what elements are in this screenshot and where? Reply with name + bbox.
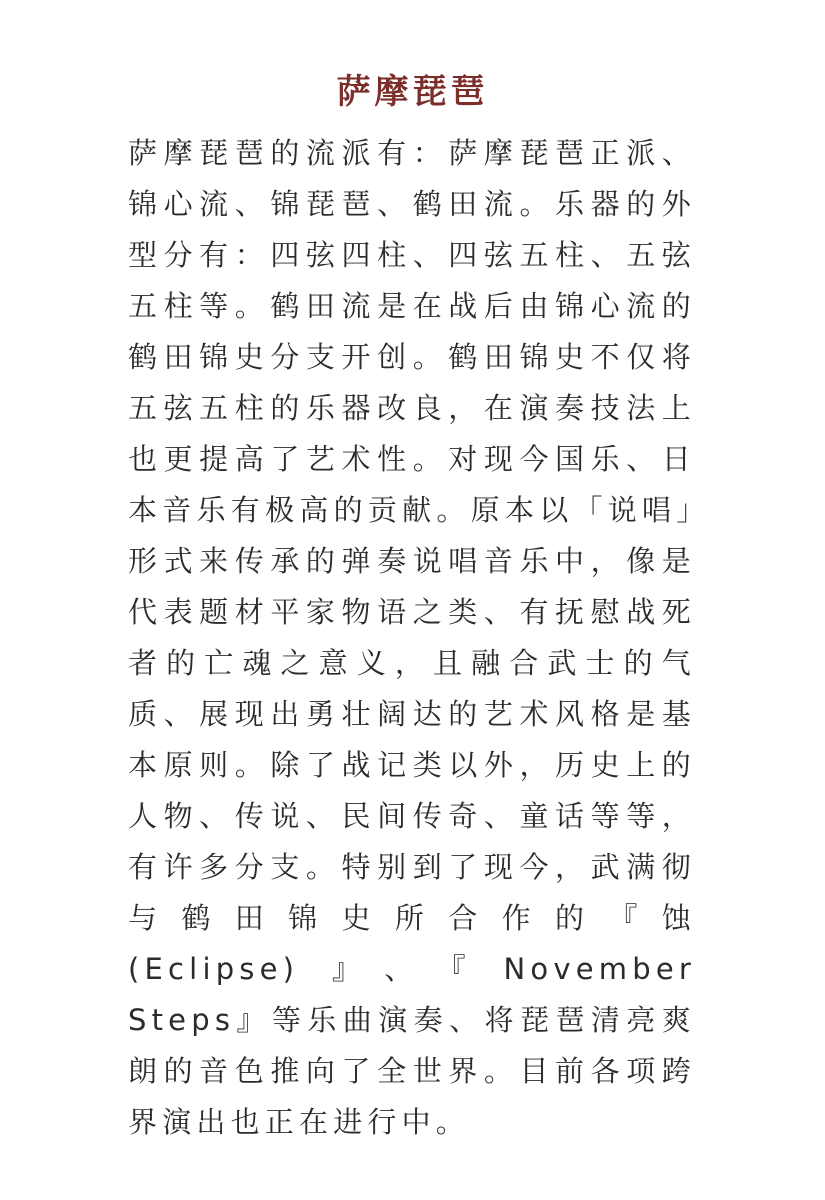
article-title: 萨摩琵琶 [336, 71, 489, 112]
article-body: 萨摩琵琶的流派有：萨摩琵琶正派、锦心流、锦琵琶、鹤田流。乐器的外型分有：四弦四柱、四弦五柱、五弦五柱等。鹤田流是在战后由锦心流的鹤田锦史分支开创。鹤田锦史不仅将五弦五柱的乐器改良，在演奏技法上也更提高了艺术性。对现今国乐、日本音乐有极高的贡献。原本以「说唱」形式来传承的弹奏说唱音乐中，像是代表题材平家物语之类、有抚慰战死者的亡魂之意义，且融合武士的气质、展现出勇壮阔达的艺术风格是基本原则。除了战记类以外，历史上的人物、传说、民间传奇、童话等等，有许多分支。特别到了现今，武满彻与鹤田锦史所合作的『蚀(Eclipse)』、『November Steps』等乐曲演奏、将琵琶清亮爽朗的音色推向了全世界。目前各项跨界演出也正在进行中。 [128, 136, 696, 1139]
